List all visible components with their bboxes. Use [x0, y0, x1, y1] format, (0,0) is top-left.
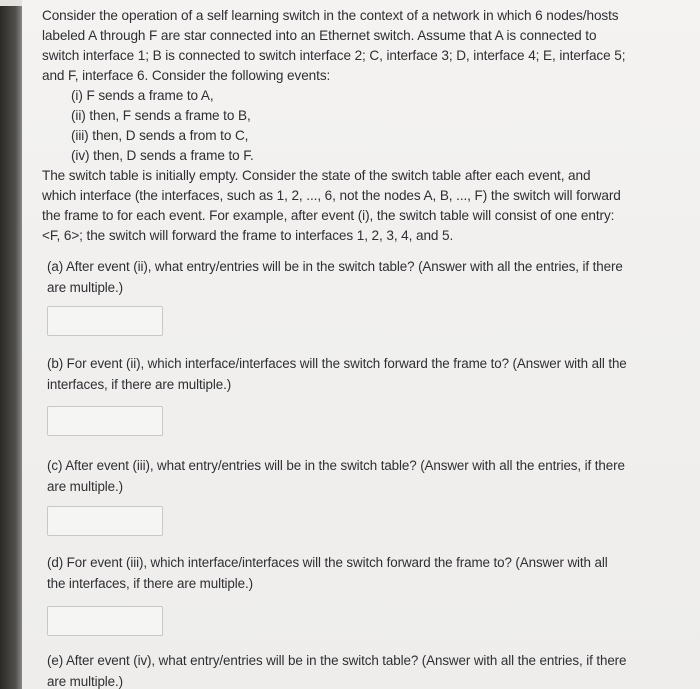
question-c: (c) After event (iii), what entry/entries will be in the switch table? (Answer with all the entries, if there are multiple.) — [47, 458, 625, 494]
problem-paragraph: Consider the operation of a self learning switch in the context of a network in which 6 nodes/hosts labeled A through F are star connected into an Ethernet switch. Assume that A is connected to switch interface 1; B is connected to switch interface 2; C, interface 3; D, interface 4; E, interface 5; and F, interface 6. Consider the following events: — [42, 8, 626, 83]
problem-instructions: The switch table is initially empty. Consider the state of the switch table after each event, and which interface (the interfaces, such as 1, 2, ..., 6, not the nodes A, B, ..., F) the switch will forward the frame to for each event. For example, after event (i), the switch table will consist of one entry: <F, 6>; the switch will forward the frame to interfaces 1, 2, 3, 4, and 5. — [42, 168, 621, 243]
left-edge-shadow — [0, 0, 22, 689]
question-b: (b) For event (ii), which interface/interfaces will the switch forward the frame to? (Answer with all the interfaces, if there are multiple.) — [47, 356, 627, 392]
answer-field-d[interactable] — [47, 606, 163, 636]
question-sheet — [22, 0, 700, 689]
question-e: (e) After event (iv), what entry/entries will be in the switch table? (Answer with all the entries, if there are multiple.) — [47, 653, 627, 689]
event-list — [42, 86, 627, 166]
event-item: (i) F sends a frame to A, — [71, 88, 214, 103]
event-item: (ii) then, F sends a frame to B, — [71, 108, 251, 123]
event-item: (iv) then, D sends a frame to F. — [71, 148, 254, 163]
event-item: (iii) then, D sends a from to C, — [71, 128, 249, 143]
question-a: (a) After event (ii), what entry/entries will be in the switch table? (Answer with all the entries, if there are multiple.) — [47, 259, 623, 295]
answer-field-c[interactable] — [47, 506, 163, 536]
answer-field-b[interactable] — [47, 406, 163, 436]
problem-statement — [42, 6, 627, 246]
question-d: (d) For event (iii), which interface/interfaces will the switch forward the frame to? (Answer with all the interfaces, if there are multiple.) — [47, 555, 608, 591]
answer-field-a[interactable] — [47, 306, 163, 336]
